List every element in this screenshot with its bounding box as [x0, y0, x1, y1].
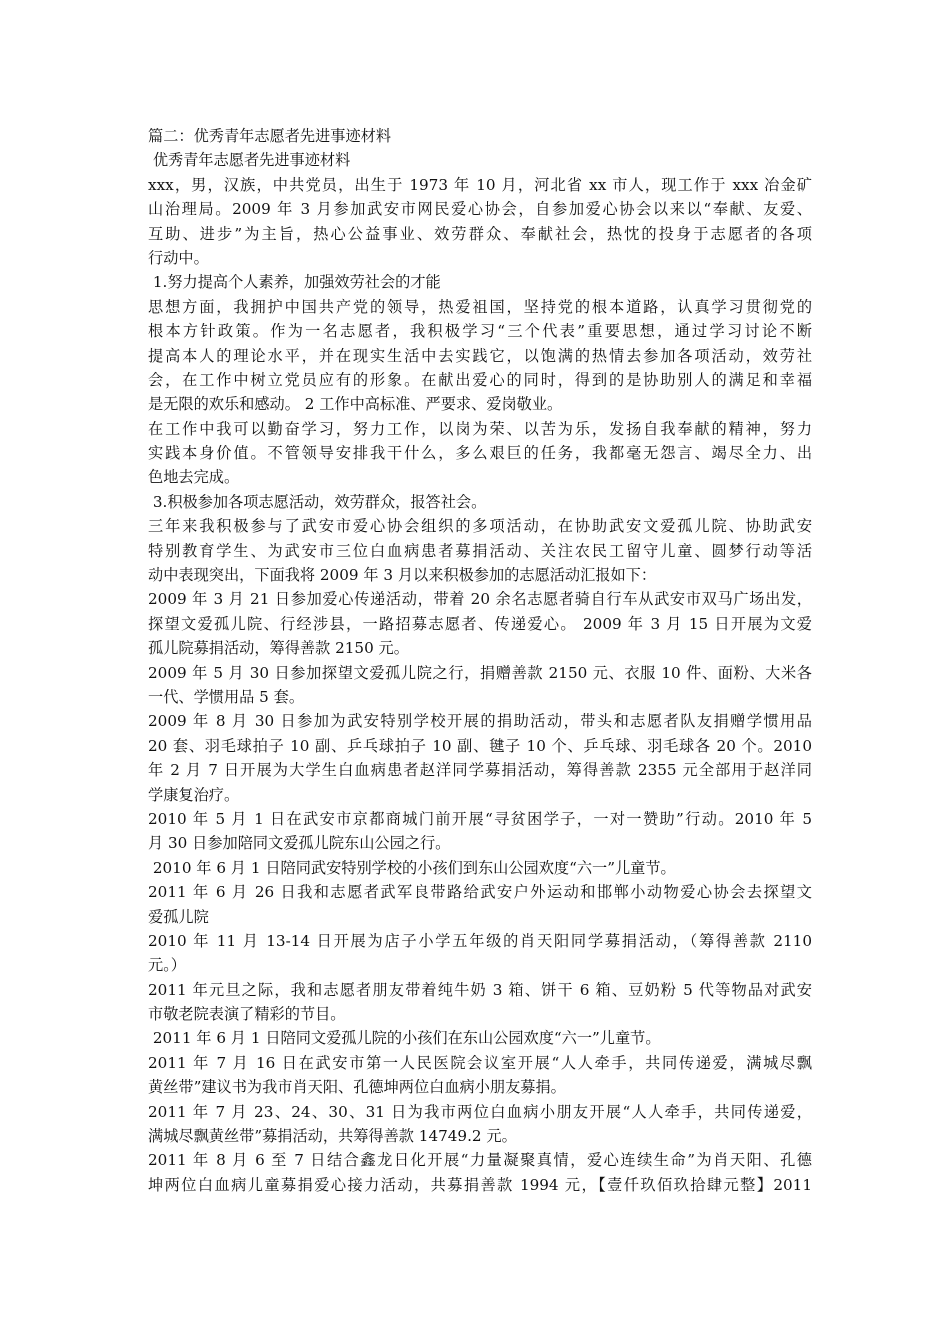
text-line: xxx，男，汉族，中共党员，出生于 1973 年 10 月，河北省 xx 市人，现工作于 xxx 冶金矿	[148, 175, 812, 194]
text-line: 提高本人的理论水平，并在现实生活中去实践它，以饱满的热情去参加各项活动，效劳社	[148, 346, 812, 365]
document-title: 优秀青年志愿者先进事迹材料	[148, 151, 351, 170]
text-line: 2009 年 5 月 30 日参加探望文爱孤儿院之行，捐赠善款 2150 元、衣服 10 件、面粉、大米各	[148, 663, 812, 682]
text-line: 2009 年 8 月 30 日参加为武安特别学校开展的捐助活动，带头和志愿者队友捐赠学惯用品	[148, 712, 812, 731]
text-line: 市敬老院表演了精彩的节目。	[148, 1005, 346, 1024]
text-line: 2011 年 8 月 6 至 7 日结合鑫龙日化开展“力量凝聚真情，爱心连续生命”为肖天阳、孔德	[148, 1151, 812, 1170]
text-line: 2011 年 7 月 16 日在武安市第一人民医院会议室开展“人人牵手，共同传递爱，满城尽飘	[148, 1053, 812, 1072]
text-line: 孤儿院募捐活动，筹得善款 2150 元。	[148, 639, 409, 658]
text-line: 2011 年 6 月 1 日陪同文爱孤儿院的小孩们在东山公园欢度“六一”儿童节。	[148, 1029, 661, 1048]
text-line: 2009 年 3 月 21 日参加爱心传递活动，带着 20 余名志愿者骑自行车从武安市双马广场出发，	[148, 590, 812, 609]
text-line: 爱孤儿院	[148, 907, 209, 926]
text-line: 特别教育学生、为武安市三位白血病患者募捐活动、关注农民工留守儿童、圆梦行动等活	[148, 541, 812, 560]
text-line: 三年来我积极参与了武安市爱心协会组织的多项活动，在协助武安文爱孤儿院、协助武安	[148, 517, 812, 536]
subheading: 3.积极参加各项志愿活动，效劳群众，报答社会。	[148, 492, 487, 511]
text-line: 动中表现突出，下面我将 2009 年 3 月以来积极参加的志愿活动汇报如下：	[148, 566, 657, 585]
text-line: 会，在工作中树立党员应有的形象。在献出爱心的同时，得到的是协助别人的满足和幸福	[148, 370, 812, 389]
text-line: 一代、学惯用品 5 套。	[148, 687, 305, 706]
text-line: 2011 年元旦之际，我和志愿者朋友带着纯牛奶 3 箱、饼干 6 箱、豆奶粉 5 代等物品对武安	[148, 980, 812, 999]
text-line: 思想方面，我拥护中国共产党的领导，热爱祖国，坚持党的根本道路，认真学习贯彻党的	[148, 297, 812, 316]
text-line: 行动中。	[148, 248, 209, 267]
text-line: 年 2 月 7 日开展为大学生白血病患者赵洋同学募捐活动，筹得善款 2355 元全部用于赵洋同	[148, 761, 812, 780]
text-line: 2011 年 6 月 26 日我和志愿者武军良带路给武安户外运动和邯郸小动物爱心协会去探望文	[148, 883, 812, 902]
text-line: 2011 年 7 月 23、24、30、31 日为我市两位白血病小朋友开展“人人牵手，共同传递爱，	[148, 1102, 812, 1121]
text-line: 月 30 日参加陪同文爱孤儿院东山公园之行。	[148, 834, 451, 853]
text-line: 满城尽飘黄丝带”募捐活动，共筹得善款 14749.2 元。	[148, 1127, 517, 1146]
text-line: 实践本身价值。不管领导安排我干什么，多么艰巨的任务，我都毫无怨言、竭尽全力、出	[148, 444, 812, 463]
text-line: 20 套、羽毛球拍子 10 副、乒乓球拍子 10 副、毽子 10 个、乒乓球、羽毛球各 20 个。2010	[148, 736, 812, 755]
text-line: 互助、进步”为主旨，热心公益事业、效劳群众、奉献社会，热忱的投身于志愿者的各项	[148, 224, 812, 243]
text-line: 2010 年 11 月 13-14 日开展为店子小学五年级的肖天阳同学募捐活动，（筹得善款 2110	[148, 931, 812, 950]
text-line: 学康复治疗。	[148, 785, 240, 804]
text-line: 在工作中我可以勤奋学习，努力工作，以岗为荣、以苦为乐，发扬自我奉献的精神，努力	[148, 419, 812, 438]
section-heading: 篇二：优秀青年志愿者先进事迹材料	[148, 127, 391, 145]
text-line: 元。）	[148, 956, 186, 975]
text-line: 山治理局。2009 年 3 月参加武安市网民爱心协会，自参加爱心协会以来以“奉献、友爱、	[148, 200, 812, 219]
text-line: 2010 年 5 月 1 日在武安市京都商城门前开展“寻贫困学子，一对一赞助”行动。2010 年 5	[148, 809, 812, 828]
text-line: 坤两位白血病儿童募捐爱心接力活动，共募捐善款 1994 元，【壹仟玖佰玖拾肆元整】2011	[148, 1175, 812, 1194]
text-line: 黄丝带”建议书为我市肖天阳、孔德坤两位白血病小朋友募捐。	[148, 1078, 566, 1097]
text-line: 是无限的欢乐和感动。 2 工作中高标准、严要求、爱岗敬业。	[148, 395, 563, 414]
text-line: 色地去完成。	[148, 468, 240, 487]
text-line: 根本方针政策。作为一名志愿者，我积极学习“三个代表”重要思想，通过学习讨论不断	[148, 322, 812, 341]
document-body	[148, 124, 812, 1197]
subheading: 1.努力提高个人素养，加强效劳社会的才能	[148, 273, 441, 292]
text-line: 探望文爱孤儿院、行经涉县，一路招募志愿者、传递爱心。 2009 年 3 月 15 日开展为文爱	[148, 614, 812, 633]
text-line: 2010 年 6 月 1 日陪同武安特别学校的小孩们到东山公园欢度“六一”儿童节。	[148, 858, 676, 877]
